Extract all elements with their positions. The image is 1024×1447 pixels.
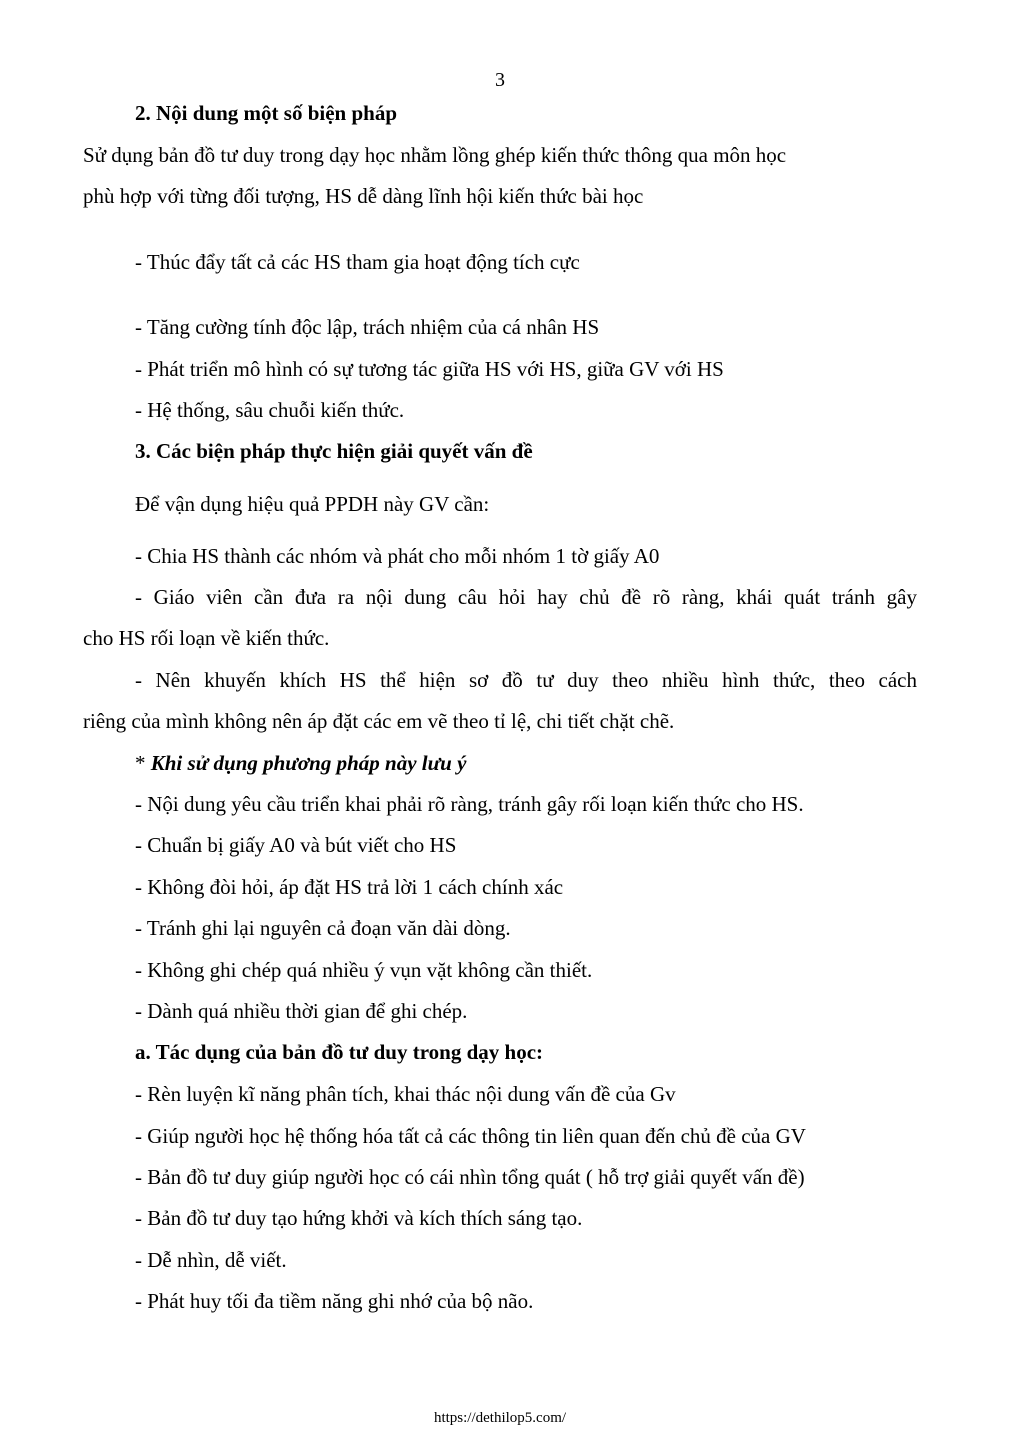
section-a-bullet: - Phát huy tối đa tiềm năng ghi nhớ của bộ não. bbox=[135, 1289, 534, 1313]
section-2-bullet: - Tăng cường tính độc lập, trách nhiệm của cá nhân HS bbox=[135, 315, 600, 339]
note-heading bbox=[83, 748, 917, 778]
section-2-bullet: - Phát triển mô hình có sự tương tác giữa HS với HS, giữa GV với HS bbox=[135, 357, 724, 381]
section-2-bullet: - Hệ thống, sâu chuỗi kiến thức. bbox=[135, 398, 405, 422]
section-a-heading: a. Tác dụng của bản đồ tư duy trong dạy học: bbox=[135, 1040, 544, 1064]
section-a-bullet: - Bản đồ tư duy tạo hứng khởi và kích thích sáng tạo. bbox=[135, 1206, 583, 1230]
note-heading-text: Khi sử dụng phương pháp này lưu ý bbox=[150, 751, 467, 775]
note-bullet: - Chuẩn bị giấy A0 và bút viết cho HS bbox=[135, 833, 457, 857]
section-2-bullet: - Thúc đẩy tất cả các HS tham gia hoạt động tích cực bbox=[135, 250, 580, 274]
section-a-bullet: - Giúp người học hệ thống hóa tất cả các thông tin liên quan đến chủ đề của GV bbox=[135, 1124, 806, 1148]
page-number: 3 bbox=[495, 69, 505, 91]
note-bullet: - Không ghi chép quá nhiều ý vụn vặt không cần thiết. bbox=[135, 958, 593, 982]
section-3-bullet-2-line-1: - Giáo viên cần đưa ra nội dung câu hỏi hay chủ đề rõ ràng, khái quát tránh gây bbox=[135, 585, 917, 609]
section-a-bullet: - Bản đồ tư duy giúp người học có cái nhìn tổng quát ( hỗ trợ giải quyết vấn đề) bbox=[135, 1165, 805, 1189]
section-3-bullet: - Chia HS thành các nhóm và phát cho mỗi nhóm 1 tờ giấy A0 bbox=[135, 544, 660, 568]
section-3-bullet-2-line-2: cho HS rối loạn về kiến thức. bbox=[83, 626, 330, 650]
note-bullet: - Tránh ghi lại nguyên cả đoạn văn dài dòng. bbox=[135, 916, 511, 940]
footer-url: https://dethilop5.com/ bbox=[433, 1410, 567, 1426]
section-2-heading: 2. Nội dung một số biện pháp bbox=[135, 101, 397, 125]
section-3-heading: 3. Các biện pháp thực hiện giải quyết vấn đề bbox=[135, 439, 533, 463]
section-2-intro-line-2: phù hợp với từng đối tượng, HS dễ dàng lĩnh hội kiến thức bài học bbox=[83, 184, 644, 208]
note-bullet: - Nội dung yêu cầu triển khai phải rõ ràng, tránh gây rối loạn kiến thức cho HS. bbox=[135, 792, 804, 816]
section-2-intro-line-1: Sử dụng bản đồ tư duy trong dạy học nhằm lồng ghép kiến thức thông qua môn học bbox=[83, 143, 787, 167]
section-a-bullet: - Rèn luyện kĩ năng phân tích, khai thác nội dung vấn đề của Gv bbox=[135, 1082, 676, 1106]
section-3-bullet-3-line-2: riêng của mình không nên áp đặt các em vẽ theo tỉ lệ, chi tiết chặt chẽ. bbox=[83, 709, 675, 733]
section-3-intro: Để vận dụng hiệu quả PPDH này GV cần: bbox=[135, 492, 490, 516]
note-bullet: - Không đòi hỏi, áp đặt HS trả lời 1 cách chính xác bbox=[135, 875, 564, 899]
note-asterisk: * bbox=[135, 751, 151, 775]
section-3-bullet-3-line-1: - Nên khuyến khích HS thể hiện sơ đồ tư duy theo nhiều hình thức, theo cách bbox=[135, 668, 917, 692]
note-bullet: - Dành quá nhiều thời gian để ghi chép. bbox=[135, 999, 468, 1023]
section-a-bullet: - Dễ nhìn, dễ viết. bbox=[135, 1248, 287, 1272]
